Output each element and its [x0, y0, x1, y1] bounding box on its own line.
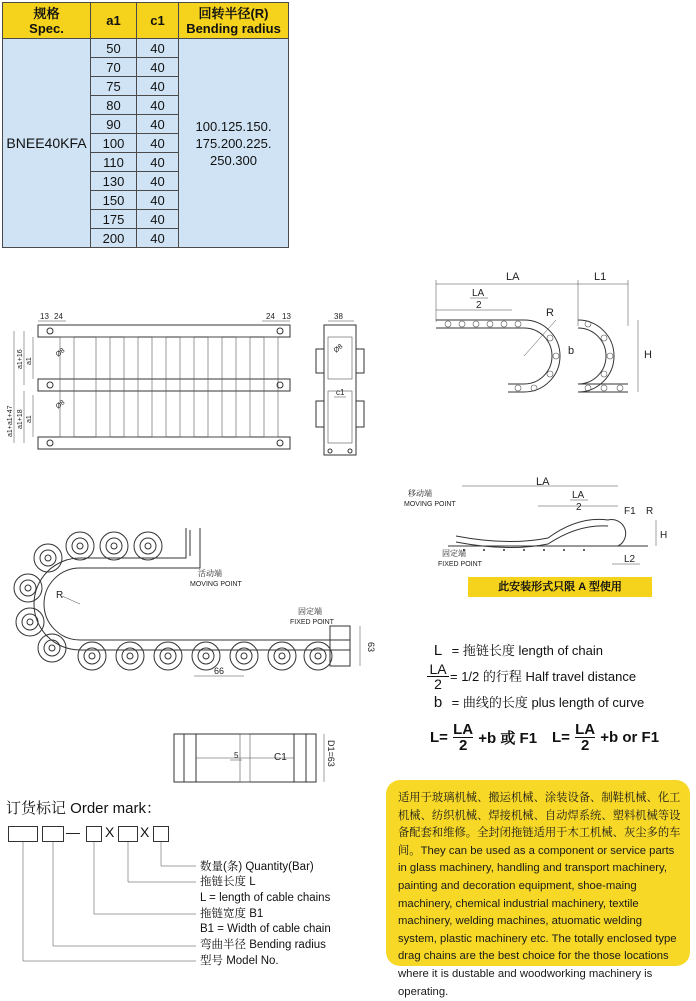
- order-label-length-en: L = length of cable chains: [200, 892, 331, 904]
- legend-la-text: = 1/2 的行程 Half travel distance: [450, 669, 637, 684]
- c1-cell: 40: [137, 210, 179, 229]
- dim-a1-18: a1+18: [17, 409, 24, 429]
- a1-cell: 200: [91, 229, 137, 248]
- chain-fixed-cn: 固定端: [298, 607, 322, 616]
- side-view-drawing: [300, 305, 380, 465]
- diag-b-la-half-den: 2: [576, 502, 582, 513]
- formula-cn-fraction: $\frac{LA}{2}$: [453, 721, 474, 754]
- diag-a-l1: L1: [594, 271, 607, 283]
- front-view-drawing: [0, 305, 300, 465]
- section-dim-c1: C1: [274, 752, 287, 763]
- diag-b-fixed-cn: 固定端: [442, 549, 466, 558]
- c1-cell: 40: [137, 191, 179, 210]
- formula-cn-prefix: L=: [430, 729, 448, 746]
- diag-b-h: H: [660, 530, 668, 541]
- formula-cn-suffix: +b 或 F1: [478, 730, 538, 747]
- chain-bend-drawing: [0, 528, 380, 688]
- dim-a1a1-47: a1+a1+47: [7, 405, 14, 437]
- a1-header: a1: [91, 3, 137, 39]
- dim-a1: a1: [26, 357, 33, 365]
- diag-b-la-half-num: LA: [572, 490, 585, 501]
- application-panel: 适用于玻璃机械、搬运机械、涂装设备、制鞋机械、化工机械、纺织机械、焊接机械、自动焊系统、塑料机械等设备配套和维修。全封闭拖链适用于木工机械、灰尘多的车间。They can be used as a component or service parts in glass machinery, handling and transport machinery, painting and decoration equipment, shoe-maing machinery, chemical industrial machinery, textile machinery, welding machines, atuomatic welding system, plastic machinery etc. The totally enclosed type drag chains are the best choice for the those locations where it is dustable and woodworking machinery is operating.: [386, 780, 690, 966]
- legend-la-den: 2: [434, 676, 442, 692]
- dim-38: 38: [334, 312, 343, 321]
- section-dim-d1: D1=63: [326, 740, 336, 767]
- dim-24-right: 24: [266, 312, 275, 321]
- diag-b-fixed-en: FIXED POINT: [438, 561, 482, 568]
- legend-b-text: = 曲线的长度 plus length of curve: [451, 695, 645, 710]
- c1-cell: 40: [137, 58, 179, 77]
- legend-b: [428, 694, 644, 712]
- c1-cell: 40: [137, 96, 179, 115]
- diag-b-r: R: [646, 506, 654, 517]
- a1-cell: 150: [91, 191, 137, 210]
- a1-cell: 75: [91, 77, 137, 96]
- table-row: [3, 39, 289, 58]
- legend-l-symbol: L: [433, 642, 443, 659]
- order-box-radius: [42, 826, 64, 842]
- a1-cell: 90: [91, 115, 137, 134]
- order-label-width-cn: 拖链宽度 B1: [200, 908, 264, 920]
- side-dim-phi8: Ø8: [332, 343, 345, 355]
- diag-b-l2: L2: [624, 554, 636, 565]
- c1-cell: 40: [137, 153, 179, 172]
- diag-a-la-half-num: LA: [472, 288, 485, 299]
- spec-header-row: [3, 3, 289, 39]
- a1-cell: 110: [91, 153, 137, 172]
- order-box-length: [118, 826, 138, 842]
- order-box-width: [86, 826, 102, 842]
- chain-dim-63: 63: [366, 642, 376, 653]
- formula-cn: [430, 722, 537, 762]
- c1-cell: 40: [137, 77, 179, 96]
- dim-13-right: 13: [282, 312, 291, 321]
- radius-header: 回转半径(R) Bending radius: [179, 3, 289, 39]
- a1-cell: 100: [91, 134, 137, 153]
- model-cell: BNEE40KFA: [3, 39, 91, 248]
- diag-a-r: R: [546, 307, 554, 319]
- c1-header: c1: [137, 3, 179, 39]
- install-diagram-b: [398, 476, 688, 576]
- side-dim-c1: c1: [336, 388, 345, 397]
- dim-a1-lower: a1: [26, 415, 33, 423]
- order-label-length-cn: 拖链长度 L: [200, 876, 256, 888]
- a1-cell: 130: [91, 172, 137, 191]
- chain-moving-en: MOVING POINT: [190, 581, 242, 588]
- spec-table: [2, 2, 289, 248]
- legend-la-fraction: [426, 662, 450, 691]
- chain-r: R: [56, 590, 64, 601]
- legend-la: [450, 668, 636, 686]
- formula-en-prefix: L=: [552, 729, 570, 746]
- legend-l-text: = 拖链长度 length of chain: [451, 643, 604, 658]
- order-dash-1: —: [66, 824, 80, 840]
- dim-phi8: Ø8: [54, 347, 67, 359]
- radius-cell: 100.125.150. 175.200.225. 250.300: [179, 39, 289, 248]
- spec-header: 规格 Spec.: [3, 3, 91, 39]
- order-box-model: [8, 826, 38, 842]
- order-mark-title: 订货标记 Order mark：: [6, 800, 162, 817]
- chain-fixed-en: FIXED POINT: [290, 619, 334, 626]
- a1-cell: 175: [91, 210, 137, 229]
- chain-dim-66: 66: [214, 666, 225, 676]
- diag-b-la: LA: [536, 476, 550, 488]
- diag-a-la-half-den: 2: [476, 300, 482, 311]
- formula-en: [552, 722, 659, 762]
- a1-cell: 80: [91, 96, 137, 115]
- dim-13-left: 13: [40, 312, 49, 321]
- order-box-quantity: [153, 826, 169, 842]
- order-label-quantity: 数量(条) Quantity(Bar): [200, 861, 314, 873]
- order-label-radius: 弯曲半径 Bending radius: [200, 939, 326, 951]
- dim-24-left: 24: [54, 312, 63, 321]
- c1-cell: 40: [137, 134, 179, 153]
- formula-en-suffix: +b or F1: [600, 729, 660, 746]
- diag-a-la: LA: [506, 271, 520, 283]
- a1-cell: 50: [91, 39, 137, 58]
- chain-moving-cn: 活动端: [198, 569, 222, 578]
- diag-a-b: b: [568, 345, 575, 357]
- order-x-1: X: [105, 824, 115, 840]
- legend-la-num: LA: [429, 661, 447, 677]
- a1-cell: 70: [91, 58, 137, 77]
- diag-a-h: H: [644, 349, 652, 361]
- diag-b-moving-cn: 移动端: [408, 489, 432, 498]
- order-label-width-en: B1 = Width of cable chain: [200, 923, 331, 935]
- install-diagram-a: [428, 262, 668, 402]
- order-x-2: X: [140, 824, 150, 840]
- dim-a1-16: a1+16: [17, 349, 24, 369]
- c1-cell: 40: [137, 229, 179, 248]
- section-dim-5: 5: [234, 751, 239, 760]
- install-note: 此安装形式只限 A 型使用: [468, 577, 652, 597]
- section-view-drawing: [170, 730, 350, 786]
- formula-en-fraction: $\frac{LA}{2}$: [575, 721, 596, 754]
- order-label-model: 型号 Model No.: [200, 955, 279, 967]
- legend-l: [428, 642, 603, 660]
- order-mark-leaders: [0, 842, 200, 962]
- legend-b-symbol: b: [433, 694, 443, 711]
- diag-b-moving-en: MOVING POINT: [404, 501, 456, 508]
- c1-cell: 40: [137, 172, 179, 191]
- c1-cell: 40: [137, 39, 179, 58]
- diag-b-f1: F1: [624, 506, 636, 517]
- dim-phi8-b: Ø8: [54, 399, 67, 411]
- c1-cell: 40: [137, 115, 179, 134]
